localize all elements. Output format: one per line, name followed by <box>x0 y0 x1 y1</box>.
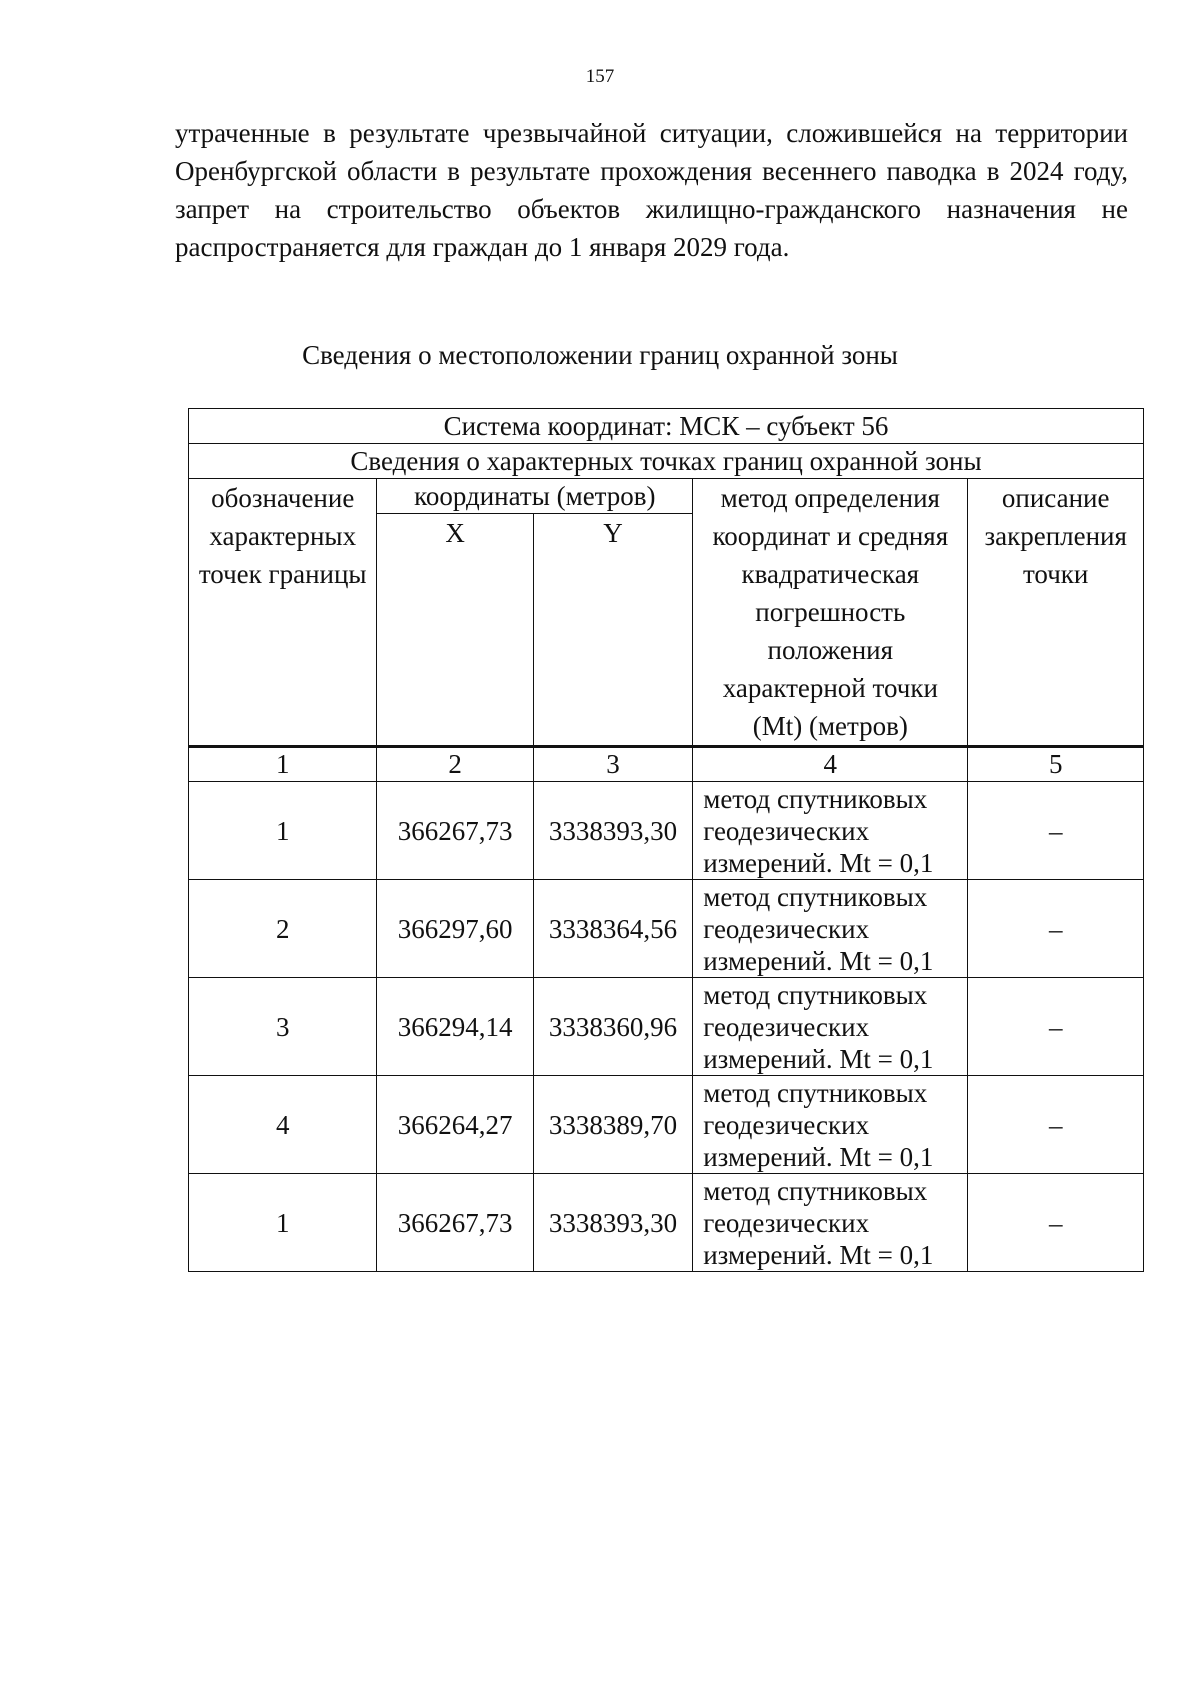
column-number: 1 <box>189 747 377 782</box>
x-coordinate-cell: 366267,73 <box>377 782 533 880</box>
method-cell <box>693 978 968 1076</box>
header-point-designation: обозначение характерных точек границы <box>189 479 377 747</box>
point-number-cell: 2 <box>189 880 377 978</box>
header-y: Y <box>533 514 693 747</box>
point-number-cell: 4 <box>189 1076 377 1174</box>
method-cell <box>693 1076 968 1174</box>
y-coordinate-cell: 3338393,30 <box>533 782 693 880</box>
method-line: метод спутниковых <box>703 1077 928 1108</box>
method-line: геодезических <box>703 1011 870 1042</box>
y-coordinate-cell: 3338393,30 <box>533 1174 693 1272</box>
method-cell <box>693 880 968 978</box>
x-coordinate-cell: 366264,27 <box>377 1076 533 1174</box>
method-cell <box>693 1174 968 1272</box>
page-number: 157 <box>585 66 615 87</box>
table-row <box>189 1174 1144 1272</box>
point-number-cell: 1 <box>189 1174 377 1272</box>
x-coordinate-cell: 366267,73 <box>377 1174 533 1272</box>
method-line: геодезических <box>703 1109 870 1140</box>
method-line: геодезических <box>703 815 870 846</box>
y-coordinate-cell: 3338360,96 <box>533 978 693 1076</box>
section-title: Сведения о местоположении границ охранной зоны <box>302 340 898 370</box>
method-line: геодезических <box>703 913 870 944</box>
y-coordinate-cell: 3338389,70 <box>533 1076 693 1174</box>
y-coordinate-cell: 3338364,56 <box>533 880 693 978</box>
table-subtitle-cell: Сведения о характерных точках границ охранной зоны <box>189 444 1144 479</box>
method-line: измерений. Mt = 0,1 <box>703 847 934 878</box>
method-line: измерений. Mt = 0,1 <box>703 945 934 976</box>
table-row <box>189 880 1144 978</box>
description-cell: – <box>968 1076 1144 1174</box>
header-x: X <box>377 514 533 747</box>
description-cell: – <box>968 978 1144 1076</box>
method-line: измерений. Mt = 0,1 <box>703 1043 934 1074</box>
column-number: 2 <box>377 747 533 782</box>
method-line: метод спутниковых <box>703 979 928 1010</box>
method-line: геодезических <box>703 1207 870 1238</box>
description-cell: – <box>968 782 1144 880</box>
column-number: 4 <box>693 747 968 782</box>
table-row <box>189 782 1144 880</box>
point-number-cell: 3 <box>189 978 377 1076</box>
point-number-cell: 1 <box>189 782 377 880</box>
method-line: измерений. Mt = 0,1 <box>703 1239 934 1270</box>
coordinate-system-cell: Система координат: МСК – субъект 56 <box>189 409 1144 444</box>
x-coordinate-cell: 366294,14 <box>377 978 533 1076</box>
column-number-row <box>189 747 1144 782</box>
description-cell: – <box>968 1174 1144 1272</box>
header-method: метод определения координат и средняя квадратическая погрешность положения характерной точки (Mt) (метров) <box>693 479 968 747</box>
intro-paragraph: утраченные в результате чрезвычайной ситуации, сложившейся на территории Оренбургской области в результате прохождения весеннего паводка в 2024 году, запрет на строительство объектов жилищно-гражданского назначения не распространяется для граждан до 1 января 2029 года. <box>175 118 1128 262</box>
table-row <box>189 978 1144 1076</box>
method-line: измерений. Mt = 0,1 <box>703 1141 934 1172</box>
description-cell: – <box>968 880 1144 978</box>
method-line: метод спутниковых <box>703 783 928 814</box>
table-row <box>189 1076 1144 1174</box>
x-coordinate-cell: 366297,60 <box>377 880 533 978</box>
method-line: метод спутниковых <box>703 881 928 912</box>
method-line: метод спутниковых <box>703 1175 928 1206</box>
column-number: 5 <box>968 747 1144 782</box>
boundary-points-table <box>188 408 1144 1272</box>
method-cell <box>693 782 968 880</box>
header-coordinates: координаты (метров) <box>377 479 693 514</box>
header-description: описание закрепления точки <box>968 479 1144 747</box>
column-number: 3 <box>533 747 693 782</box>
